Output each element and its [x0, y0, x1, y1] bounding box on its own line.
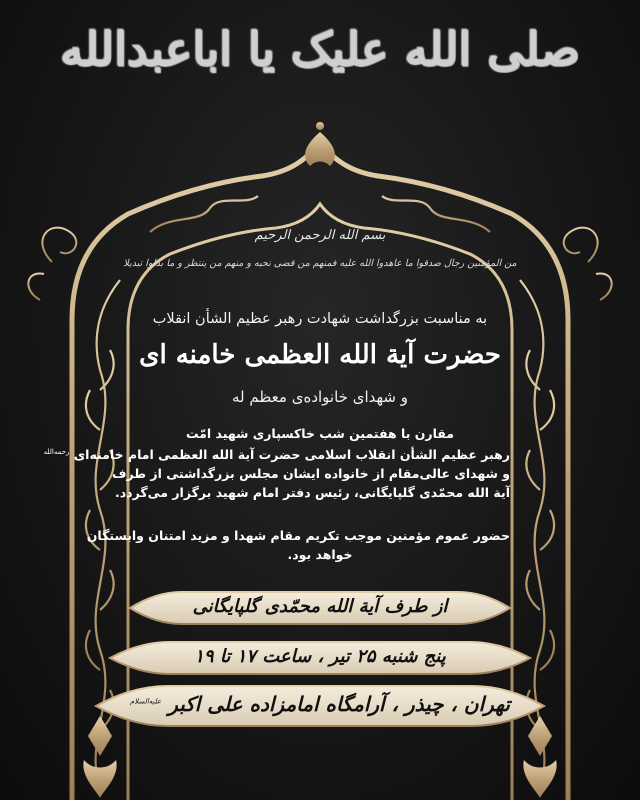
subtitle: و شهدای خانواده‌ی معظم له — [232, 388, 408, 406]
basmala: بسم الله الرحمن الرحیم — [254, 228, 386, 243]
page-title: حضرت آیة الله العظمی خامنه ای — [139, 340, 501, 370]
host-banner-text: از طرف آیة الله محمّدی گلپایگانی — [192, 596, 448, 617]
datetime-banner-text: پنج شنبه ۲۵ تیر ، ساعت ۱۷ تا ۱۹ — [194, 646, 446, 667]
honorific-mark: رحمه‌الله — [43, 448, 70, 456]
body-line-text: رهبر عظیم الشأن انقلاب اسلامی حضرت آیة الله العظمی امام خامنه‌ای — [73, 447, 510, 463]
occasion-intro: به مناسبت بزرگداشت شهادت رهبر عظیم الشأن انقلاب — [152, 311, 488, 327]
quran-verse: من المؤمنین رجال صدقوا ما عاهدوا الله علیه فمنهم من قضی نحبه و منهم من ینتظر و ما بدلوا تبدیلا — [123, 258, 517, 269]
invite-line: حضور عموم مؤمنین موجب تکریم مقام شهدا و مزید امتنان وابستگان — [86, 528, 510, 543]
body-line — [43, 443, 510, 464]
venue-text: تهران ، چیذر ، آرامگاه امامزاده علی اکبر — [168, 692, 510, 716]
body-line: مقارن با هفتمین شب خاکسپاری شهید امّت — [185, 426, 455, 441]
invite-line: خواهد بود. — [287, 547, 353, 562]
bottom-rosettes — [83, 716, 556, 798]
top-finial-ornament — [305, 122, 335, 166]
header-calligraphy: صلی الله علیک یا اباعبدالله — [60, 22, 580, 76]
invitation-text — [86, 526, 510, 564]
announcement-body — [43, 424, 510, 502]
body-line: آیة الله محمّدی گلپایگانی، رئیس دفتر امام شهید برگزار می‌گردد. — [115, 485, 510, 501]
venue-honorific: علیه‌السلام — [130, 697, 162, 706]
body-line: و شهدای عالی‌مقام از خانواده ایشان مجلس بزرگداشتی از طرف — [111, 466, 510, 482]
venue-banner-text — [0, 692, 640, 716]
